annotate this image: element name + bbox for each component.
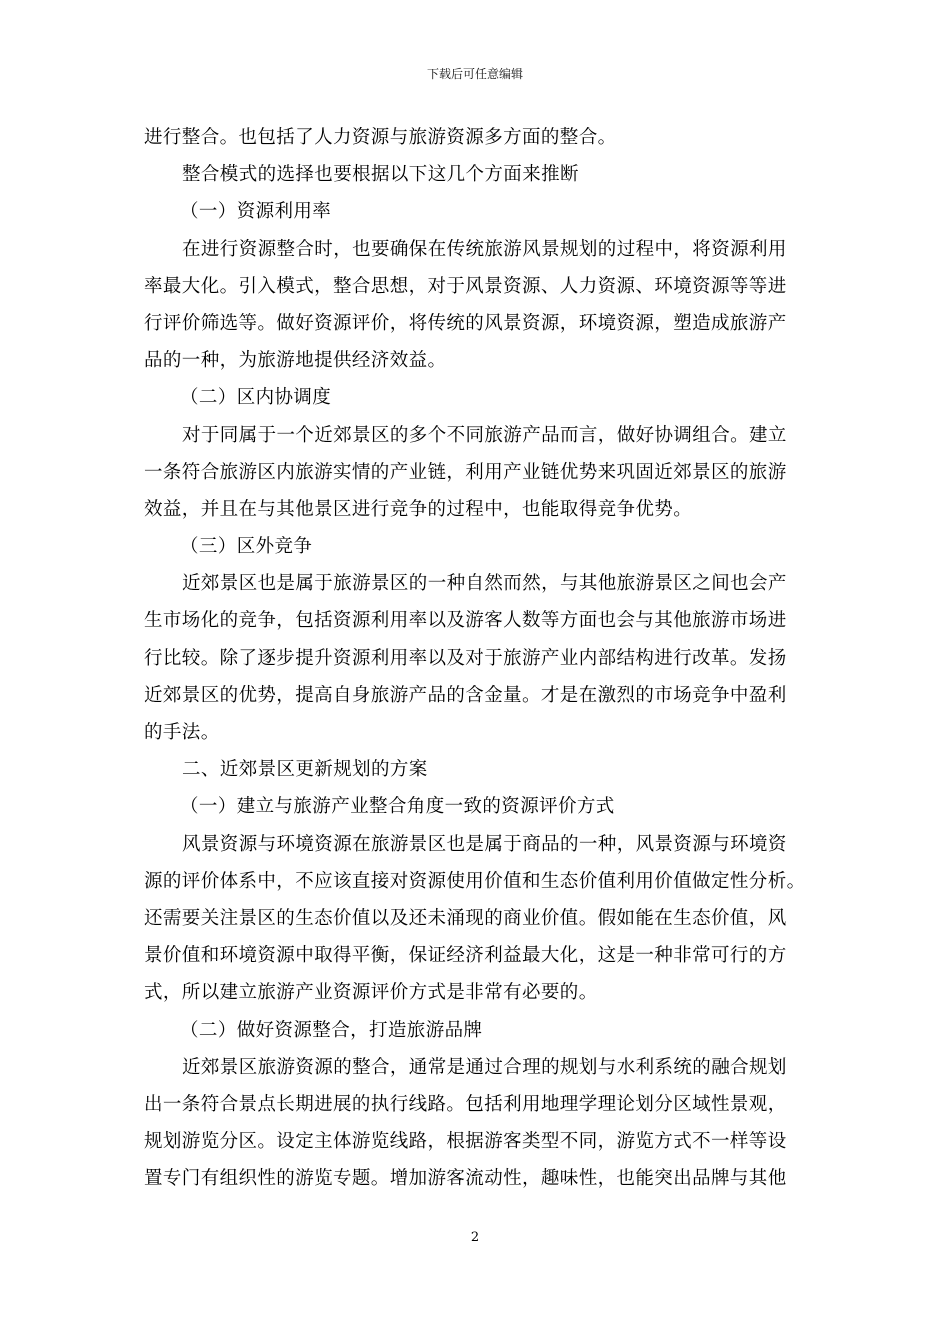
section-heading: （三）区外竞争 bbox=[180, 536, 313, 558]
page-header: 下载后可任意编辑 bbox=[426, 67, 523, 81]
body-line: 对于同属于一个近郊景区的多个不同旅游产品而言，做好协调组合。建立 bbox=[182, 424, 787, 446]
body-line: 近郊景区的优势，提高自身旅游产品的含金量。才是在激烈的市场竞争中盈利 bbox=[144, 684, 787, 706]
body-line: 源的评价体系中，不应该直接对资源使用价值和生态价值利用价值做定性分析。 bbox=[144, 870, 806, 892]
body-line: 风景资源与环境资源在旅游景区也是属于商品的一种，风景资源与环境资 bbox=[182, 833, 787, 855]
body-line: 生市场化的竞争，包括资源利用率以及游客人数等方面也会与其他旅游市场进 bbox=[144, 610, 787, 632]
body-line: 效益，并且在与其他景区进行竞争的过程中，也能取得竞争优势。 bbox=[144, 498, 693, 520]
body-line: 品的一种，为旅游地提供经济效益。 bbox=[144, 350, 447, 372]
body-line: 式，所以建立旅游产业资源评价方式是非常有必要的。 bbox=[144, 982, 598, 1004]
body-line: 在进行资源整合时，也要确保在传统旅游风景规划的过程中，将资源利用 bbox=[182, 238, 787, 260]
body-line: 出一条符合景点长期进展的执行线路。包括利用地理学理论划分区域性景观， bbox=[144, 1093, 787, 1115]
body-line: 进行整合。也包括了人力资源与旅游资源多方面的整合。 bbox=[144, 127, 617, 148]
body-line: 近郊景区也是属于旅游景区的一种自然而然，与其他旅游景区之间也会产 bbox=[182, 573, 787, 595]
body-line: 近郊景区旅游资源的整合，通常是通过合理的规划与水利系统的融合规划 bbox=[182, 1056, 787, 1078]
body-line: 景价值和环境资源中取得平衡，保证经济利益最大化，这是一种非常可行的方 bbox=[144, 945, 787, 967]
body-line: 率最大化。引入模式，整合思想，对于风景资源、人力资源、环境资源等等进 bbox=[144, 275, 787, 297]
body-line: 还需要关注景区的生态价值以及还未涌现的商业价值。假如能在生态价值，风 bbox=[144, 907, 787, 929]
body-line: 一条符合旅游区内旅游实情的产业链，利用产业链优势来巩固近郊景区的旅游 bbox=[144, 461, 787, 483]
section-heading: （一）资源利用率 bbox=[180, 201, 332, 223]
section-heading: （一）建立与旅游产业整合角度一致的资源评价方式 bbox=[180, 796, 615, 818]
chapter-heading: 二、近郊景区更新规划的方案 bbox=[182, 759, 428, 781]
document-body bbox=[144, 119, 808, 1197]
body-line: 行评价筛选等。做好资源评价，将传统的风景资源，环境资源，塑造成旅游产 bbox=[144, 312, 787, 334]
section-heading: （二）做好资源整合，打造旅游品牌 bbox=[180, 1019, 483, 1041]
body-line: 规划游览分区。设定主体游览线路，根据游客类型不同，游览方式不一样等设 bbox=[144, 1131, 787, 1153]
page-number: 2 bbox=[470, 1230, 480, 1245]
body-line: 置专门有组织性的游览专题。增加游客流动性，趣味性，也能突出品牌与其他 bbox=[144, 1168, 787, 1190]
body-line: 的手法。 bbox=[144, 722, 220, 743]
body-line: 行比较。除了逐步提升资源利用率以及对于旅游产业内部结构进行改革。发扬 bbox=[144, 647, 787, 669]
section-heading: （二）区内协调度 bbox=[180, 387, 332, 409]
body-line: 整合模式的选择也要根据以下这几个方面来推断 bbox=[182, 164, 579, 186]
